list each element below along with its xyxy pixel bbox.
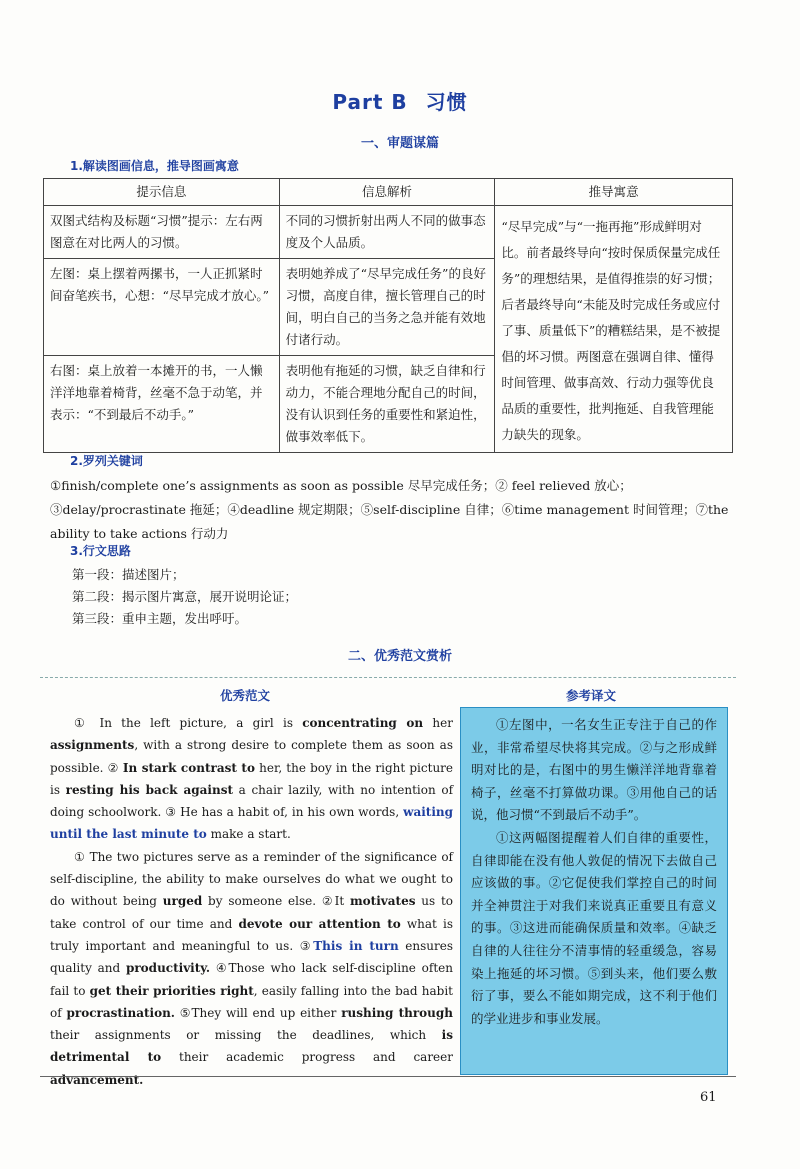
hint-cell: 右图：桌上放着一本摊开的书，一人懒洋洋地靠着椅背，丝毫不急于动笔，并表示：“不到最后不动手。” — [44, 356, 280, 453]
essay-phrase-highlight: urged — [162, 894, 203, 909]
essay-text-run: what is truly important and meaningful to us. ③ — [50, 916, 453, 953]
essay-paragraph-1 — [50, 712, 453, 846]
essay-phrase-highlight: rushing through — [341, 1005, 454, 1020]
essay-text-run: by someone else. ②It — [202, 894, 350, 909]
essay-phrase-highlight: get their priorities right — [89, 983, 254, 998]
essay-text-run: a chair lazily, with no intention of doing schoolwork. ③ He has a habit of, in his own words, — [50, 782, 454, 820]
essay-text-run: , with a strong desire to complete them as soon as possible. ② — [50, 738, 453, 775]
essay-phrase-highlight: assignments — [50, 738, 135, 753]
essay-phrase-highlight: resting his back against — [65, 782, 233, 797]
essay-phrase-highlight: productivity. — [125, 961, 211, 976]
essay-text-run: ensures quality and — [50, 938, 454, 976]
table-header-row — [44, 179, 733, 206]
table-row — [44, 206, 733, 259]
essay-text-run: her, the boy in the right picture is — [50, 760, 454, 797]
analysis-cell: 不同的习惯折射出两人不同的做事态度及个人品质。 — [279, 206, 495, 259]
translation-paragraph-2: ①这两幅图提醒着人们自律的重要性，自律即能在没有他人敦促的情况下去做自己应该做的事。②它促使我们掌控自己的时间并全神贯注于对我们来说真正重要且有意义的事。③这进而能确保质量和效率。④缺乏自律的人往往分不清事情的轻重缓急，容易染上拖延的坏习惯。⑤到头来，他们要么敷衍了事，要么不能如期完成，这不利于他们的学业进步和事业发展。 — [471, 829, 717, 1026]
hint-table — [43, 178, 733, 453]
sub-heading-1: 1.解读图画信息，推导图画寓意 — [70, 159, 239, 173]
part-label: Part B — [332, 90, 408, 114]
step-item: 第三段：重申主题，发出呼吁。 — [72, 611, 248, 626]
translation-box — [460, 707, 728, 1075]
sub-heading-2: 2.罗列关键词 — [70, 454, 143, 468]
essay-text-run: her — [423, 716, 453, 730]
essay-text-run: , easily falling into the bad habit of — [50, 983, 453, 1020]
section1-heading: 一、审题谋篇 — [360, 136, 439, 151]
essay-phrase-highlight: concentrating on — [302, 716, 424, 730]
essay-text-run: ① In the left picture, a girl is — [74, 716, 303, 730]
essay-text-run: ④Those who lack self-discipline often fail to — [50, 961, 453, 998]
hint-cell: 双图式结构及标题“习惯”提示：左右两图意在对比两人的习惯。 — [44, 206, 280, 259]
table-header: 信息解析 — [279, 179, 495, 206]
bottom-rule — [40, 1076, 736, 1077]
section2-heading: 二、优秀范文赏析 — [347, 649, 452, 664]
meaning-cell: “尽早完成”与“一拖再拖”形成鲜明对比。前者最终导向“按时保质保量完成任务”的理想结果，是值得推崇的好习惯；后者最终导向“未能及时完成任务或应付了事、质量低下”的糟糕结果，是不被提倡的坏习惯。两图意在强调自律、懂得时间管理、做事高效、行动力强等优良品质的重要性，批判拖延、自我管理能力缺失的现象。 — [495, 206, 733, 453]
essay-text-run: us to take control of our time and — [50, 894, 453, 931]
essay-phrase-highlight: motivates — [349, 894, 416, 909]
analysis-cell: 表明他有拖延的习惯，缺乏自律和行动力，不能合理地分配自己的时间，没有认识到任务的重要性和紧迫性，做事效率低下。 — [279, 356, 495, 453]
essay-text-run: their assignments or missing the deadlines, which — [50, 1028, 442, 1043]
step-item: 第二段：揭示图片寓意，展开说明论证； — [72, 589, 298, 604]
page-number: 61 — [700, 1090, 717, 1105]
writing-steps — [72, 564, 297, 630]
essay-phrase-highlight: In stark contrast to — [122, 760, 255, 775]
sub-heading-3: 3.行文思路 — [70, 544, 131, 558]
page-title — [0, 86, 800, 115]
essay-phrase-highlight: advancement. — [50, 1072, 144, 1087]
essay-phrase-highlight: procrastination. — [66, 1005, 175, 1020]
keywords-text: ①finish/complete one’s assignments as soon as possible 尽早完成任务；② feel relieved 放心；③delay/procrastinate 拖延；④deadline 规定期限；⑤self-discipline 自律；⑥time management 时间管理；⑦the ability to take actions 行动力 — [50, 478, 729, 541]
translation-paragraph-1: ①左图中，一名女生正专注于自己的作业，非常希望尽快将其完成。②与之形成鲜明对比的是，右图中的男生懒洋洋地背靠着椅子，丝毫不打算做功课。③用他自己的话说，他习惯“不到最后不动手”。 — [471, 717, 717, 823]
essay-text-run: ① The two pictures serve as a reminder of the significance of self-discipline, the ability to make ourselves do what we ought to do without being — [50, 849, 453, 909]
essay-paragraph-2 — [50, 846, 453, 1091]
essay-phrase-highlight: waiting until the last minute to — [50, 805, 453, 842]
table-header: 提示信息 — [44, 179, 280, 206]
table-header: 推导寓意 — [495, 179, 733, 206]
hint-cell: 左图：桌上摆着两摞书，一人正抓紧时间奋笔疾书，心想：“尽早完成才放心。” — [44, 259, 280, 356]
essay-text-run: their academic progress and career — [161, 1050, 453, 1065]
model-essay — [50, 712, 453, 1091]
essay-phrase-highlight: This in turn — [313, 938, 399, 953]
step-item: 第一段：描述图片； — [72, 567, 185, 582]
translation-label: 参考译文 — [566, 688, 617, 703]
analysis-cell: 表明她养成了“尽早完成任务”的良好习惯，高度自律，擅长管理自己的时间，明白自己的当务之急并能有效地付诸行动。 — [279, 259, 495, 356]
dotted-divider — [40, 677, 736, 678]
essay-text-run: make a start. — [206, 827, 291, 842]
essay-text-run: ⑤They will end up either — [174, 1005, 342, 1020]
topic-label: 习惯 — [425, 90, 468, 114]
essay-phrase-highlight: is detrimental to — [50, 1028, 453, 1065]
essay-phrase-highlight: devote our attention to — [238, 916, 401, 931]
essay-label: 优秀范文 — [220, 688, 271, 703]
